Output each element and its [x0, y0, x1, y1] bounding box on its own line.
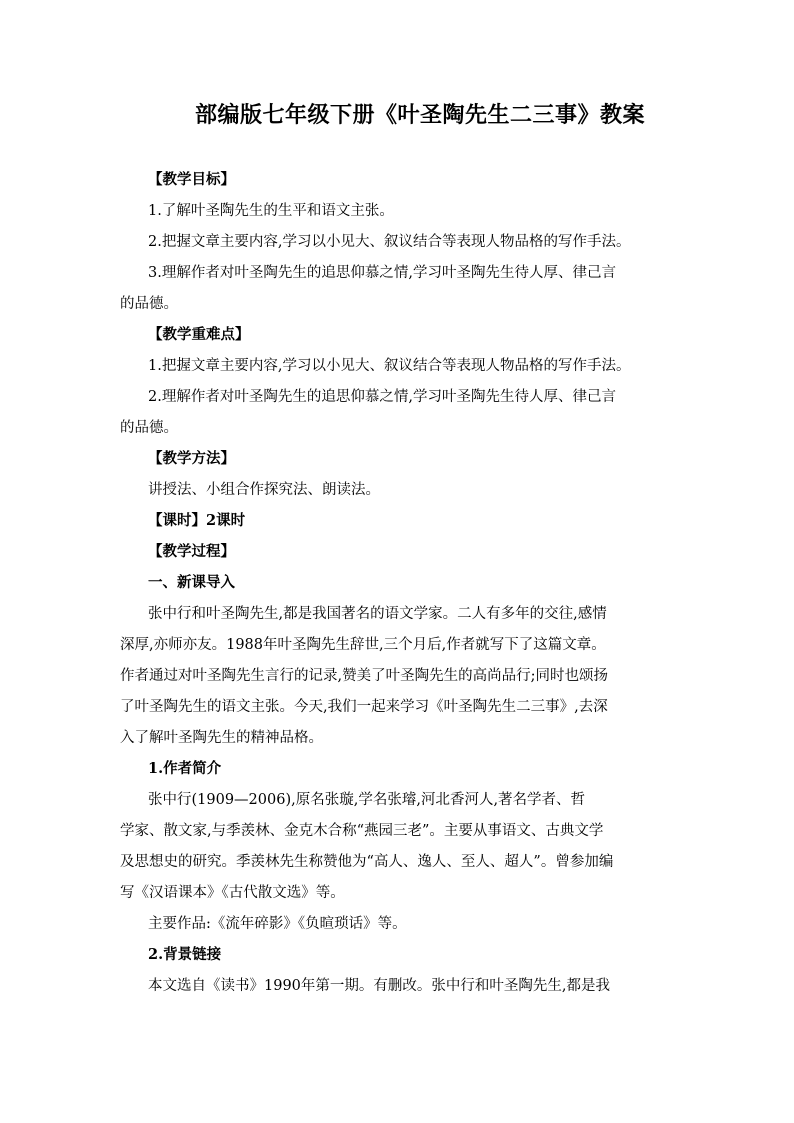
author-paragraph-line-1: 张中行(1909—2006),原名张璇,学名张璿,河北香河人,著名学者、哲: [148, 792, 586, 808]
heading-author-intro: 1.作者简介: [148, 760, 222, 777]
heading-key-points: 【教学重难点】: [148, 326, 250, 343]
heading-new-lesson-intro: 一、新课导入: [148, 574, 235, 591]
goal-item-3: 3.理解作者对叶圣陶先生的追思仰慕之情,学习叶圣陶先生待人厚、律己言: [148, 265, 616, 281]
author-paragraph-line-2: 学家、散文家,与季羡林、金克木合称“燕园三老”。主要从事语文、古典文学: [120, 823, 604, 839]
heading-teaching-goals: 【教学目标】: [148, 171, 235, 188]
intro-paragraph-line-5: 入了解叶圣陶先生的精神品格。: [120, 730, 323, 746]
heading-teaching-methods: 【教学方法】: [148, 450, 235, 467]
class-hours: 【课时】2课时: [148, 512, 246, 529]
key-point-1: 1.把握文章主要内容,学习以小见大、叙议结合等表现人物品格的写作手法。: [148, 358, 631, 374]
intro-paragraph-line-4: 了叶圣陶先生的语文主张。今天,我们一起来学习《叶圣陶先生二三事》,去深: [120, 699, 608, 715]
teaching-methods-text: 讲授法、小组合作探究法、朗读法。: [148, 482, 380, 498]
goal-item-1: 1.了解叶圣陶先生的生平和语文主张。: [148, 203, 394, 219]
author-paragraph-line-3: 及思想史的研究。季羡林先生称赞他为“高人、逸人、至人、超人”。曾参加编: [120, 854, 614, 870]
background-paragraph-line-1: 本文选自《读书》1990年第一期。有删改。张中行和叶圣陶先生,都是我: [148, 978, 611, 994]
heading-background: 2.背景链接: [148, 946, 222, 963]
key-point-2-cont: 的品德。: [120, 420, 178, 436]
goal-item-3-cont: 的品德。: [120, 296, 178, 312]
key-point-2: 2.理解作者对叶圣陶先生的追思仰慕之情,学习叶圣陶先生待人厚、律己言: [148, 389, 616, 405]
goal-item-2: 2.把握文章主要内容,学习以小见大、叙议结合等表现人物品格的写作手法。: [148, 234, 631, 250]
main-works: 主要作品:《流年碎影》《负暄琐话》等。: [148, 916, 407, 932]
author-paragraph-line-4: 写《汉语课本》《古代散文选》等。: [120, 885, 345, 901]
heading-teaching-process: 【教学过程】: [148, 543, 235, 560]
document-title: 部编版七年级下册《叶圣陶先生二三事》教案: [194, 102, 645, 128]
intro-paragraph-line-3: 作者通过对叶圣陶先生言行的记录,赞美了叶圣陶先生的高尚品行;同时也颂扬: [120, 668, 608, 684]
intro-paragraph-line-1: 张中行和叶圣陶先生,都是我国著名的语文学家。二人有多年的交往,感情: [148, 606, 607, 622]
intro-paragraph-line-2: 深厚,亦师亦友。1988年叶圣陶先生辞世,三个月后,作者就写下了这篇文章。: [120, 637, 606, 653]
